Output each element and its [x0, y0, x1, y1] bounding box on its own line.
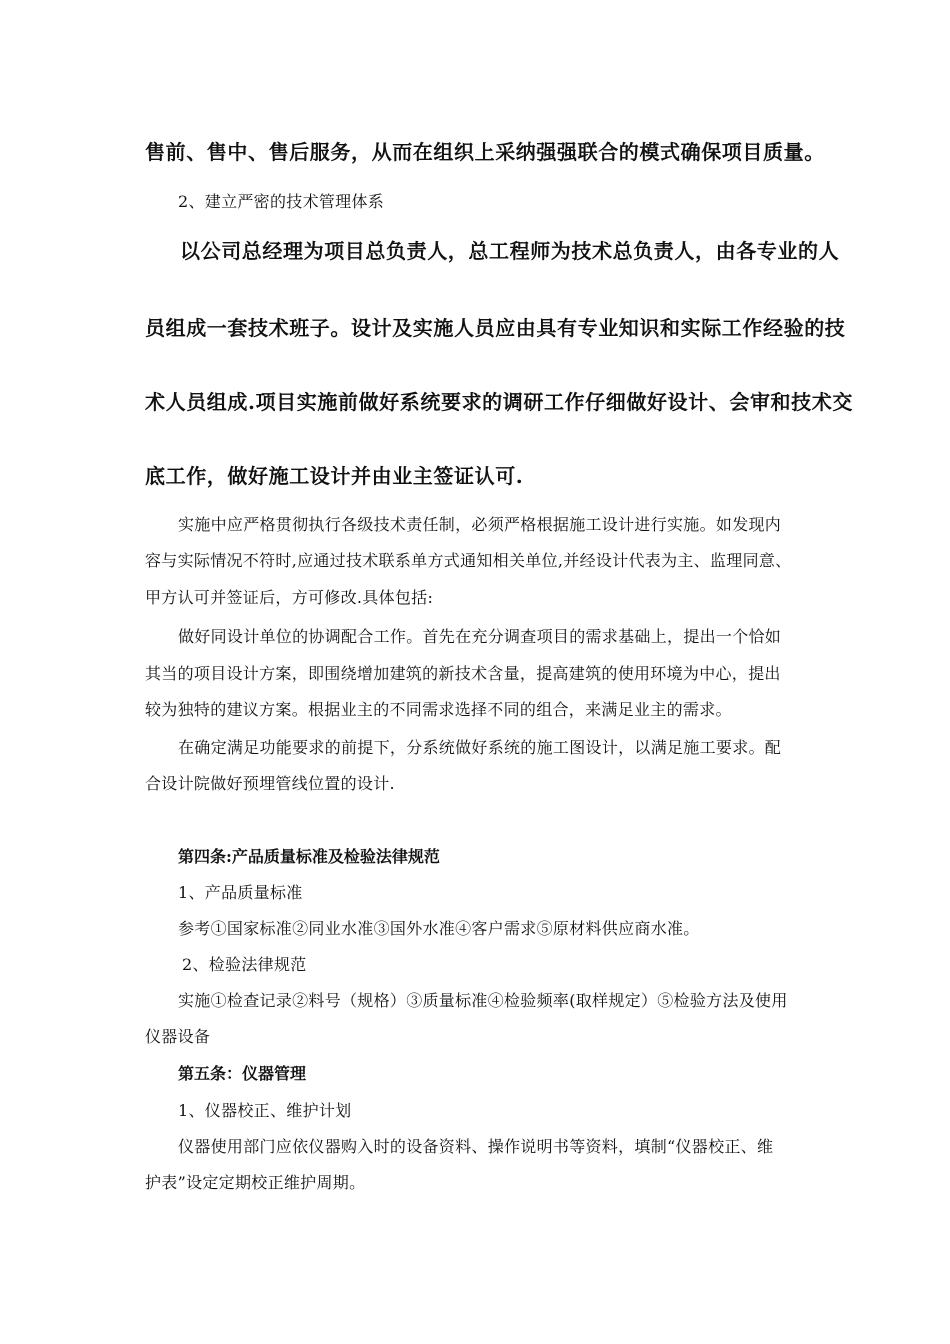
paragraph-line: 较为独特的建议方案。根据业主的不同需求选择不同的组合，来满足业主的需求。	[145, 700, 732, 719]
paragraph-line: 实施①检查记录②料号（规格）③质量标准④检验频率(取样规定）⑤检验方法及使用	[178, 991, 788, 1010]
paragraph-line: 底工作，做好施工设计并由业主签证认可.	[145, 464, 524, 488]
paragraph-line: 以公司总经理为项目总负责人，总工程师为技术总负责人，由各专业的人	[180, 239, 840, 263]
paragraph-line: 售前、售中、售后服务，从而在组织上采纳强强联合的模式确保项目质量。	[145, 140, 825, 164]
subsection-heading: 1、产品质量标准	[178, 883, 303, 902]
paragraph-line: 仪器使用部门应依仪器购入时的设备资料、操作说明书等资料，填制“仪器校正、维	[178, 1137, 774, 1156]
paragraph-line: 合设计院做好预埋管线位置的设计.	[145, 774, 395, 793]
paragraph-line: 护表”设定定期校正维护周期。	[145, 1173, 366, 1192]
paragraph-line: 容与实际情况不符时,应通过技术联系单方式通知相关单位,并经设计代表为主、监理同意、	[145, 551, 792, 570]
subsection-heading: 2、检验法律规范	[182, 955, 307, 974]
paragraph-line: 其当的项目设计方案，即围绕增加建筑的新技术含量，提高建筑的使用环境为中心，提出	[145, 664, 781, 683]
paragraph-line: 参考①国家标准②同业水准③国外水准④客户需求⑤原材料供应商水准。	[178, 919, 700, 938]
subsection-heading: 1、仪器校正、维护计划	[178, 1101, 352, 1120]
paragraph-line: 做好同设计单位的协调配合工作。首先在充分调查项目的需求基础上，提出一个恰如	[178, 627, 782, 646]
section-heading: 2、建立严密的技术管理体系	[178, 192, 385, 211]
paragraph-line: 员组成一套技术班子。设计及实施人员应由具有专业知识和实际工作经验的技	[145, 316, 846, 340]
paragraph-line: 术人员组成.项目实施前做好系统要求的调研工作仔细做好设计、会审和技术交	[145, 390, 853, 414]
article-heading: 第五条：仪器管理	[178, 1064, 307, 1083]
paragraph-line: 仪器设备	[145, 1027, 211, 1046]
paragraph-line: 在确定满足功能要求的前提下，分系统做好系统的施工图设计，以满足施工要求。配	[178, 738, 782, 757]
paragraph-line: 甲方认可并签证后，方可修改.具体包括:	[145, 588, 434, 607]
article-heading: 第四条:产品质量标准及检验法律规范	[178, 847, 440, 866]
paragraph-line: 实施中应严格贯彻执行各级技术责任制，必须严格根据施工设计进行实施。如发现内	[178, 515, 782, 534]
